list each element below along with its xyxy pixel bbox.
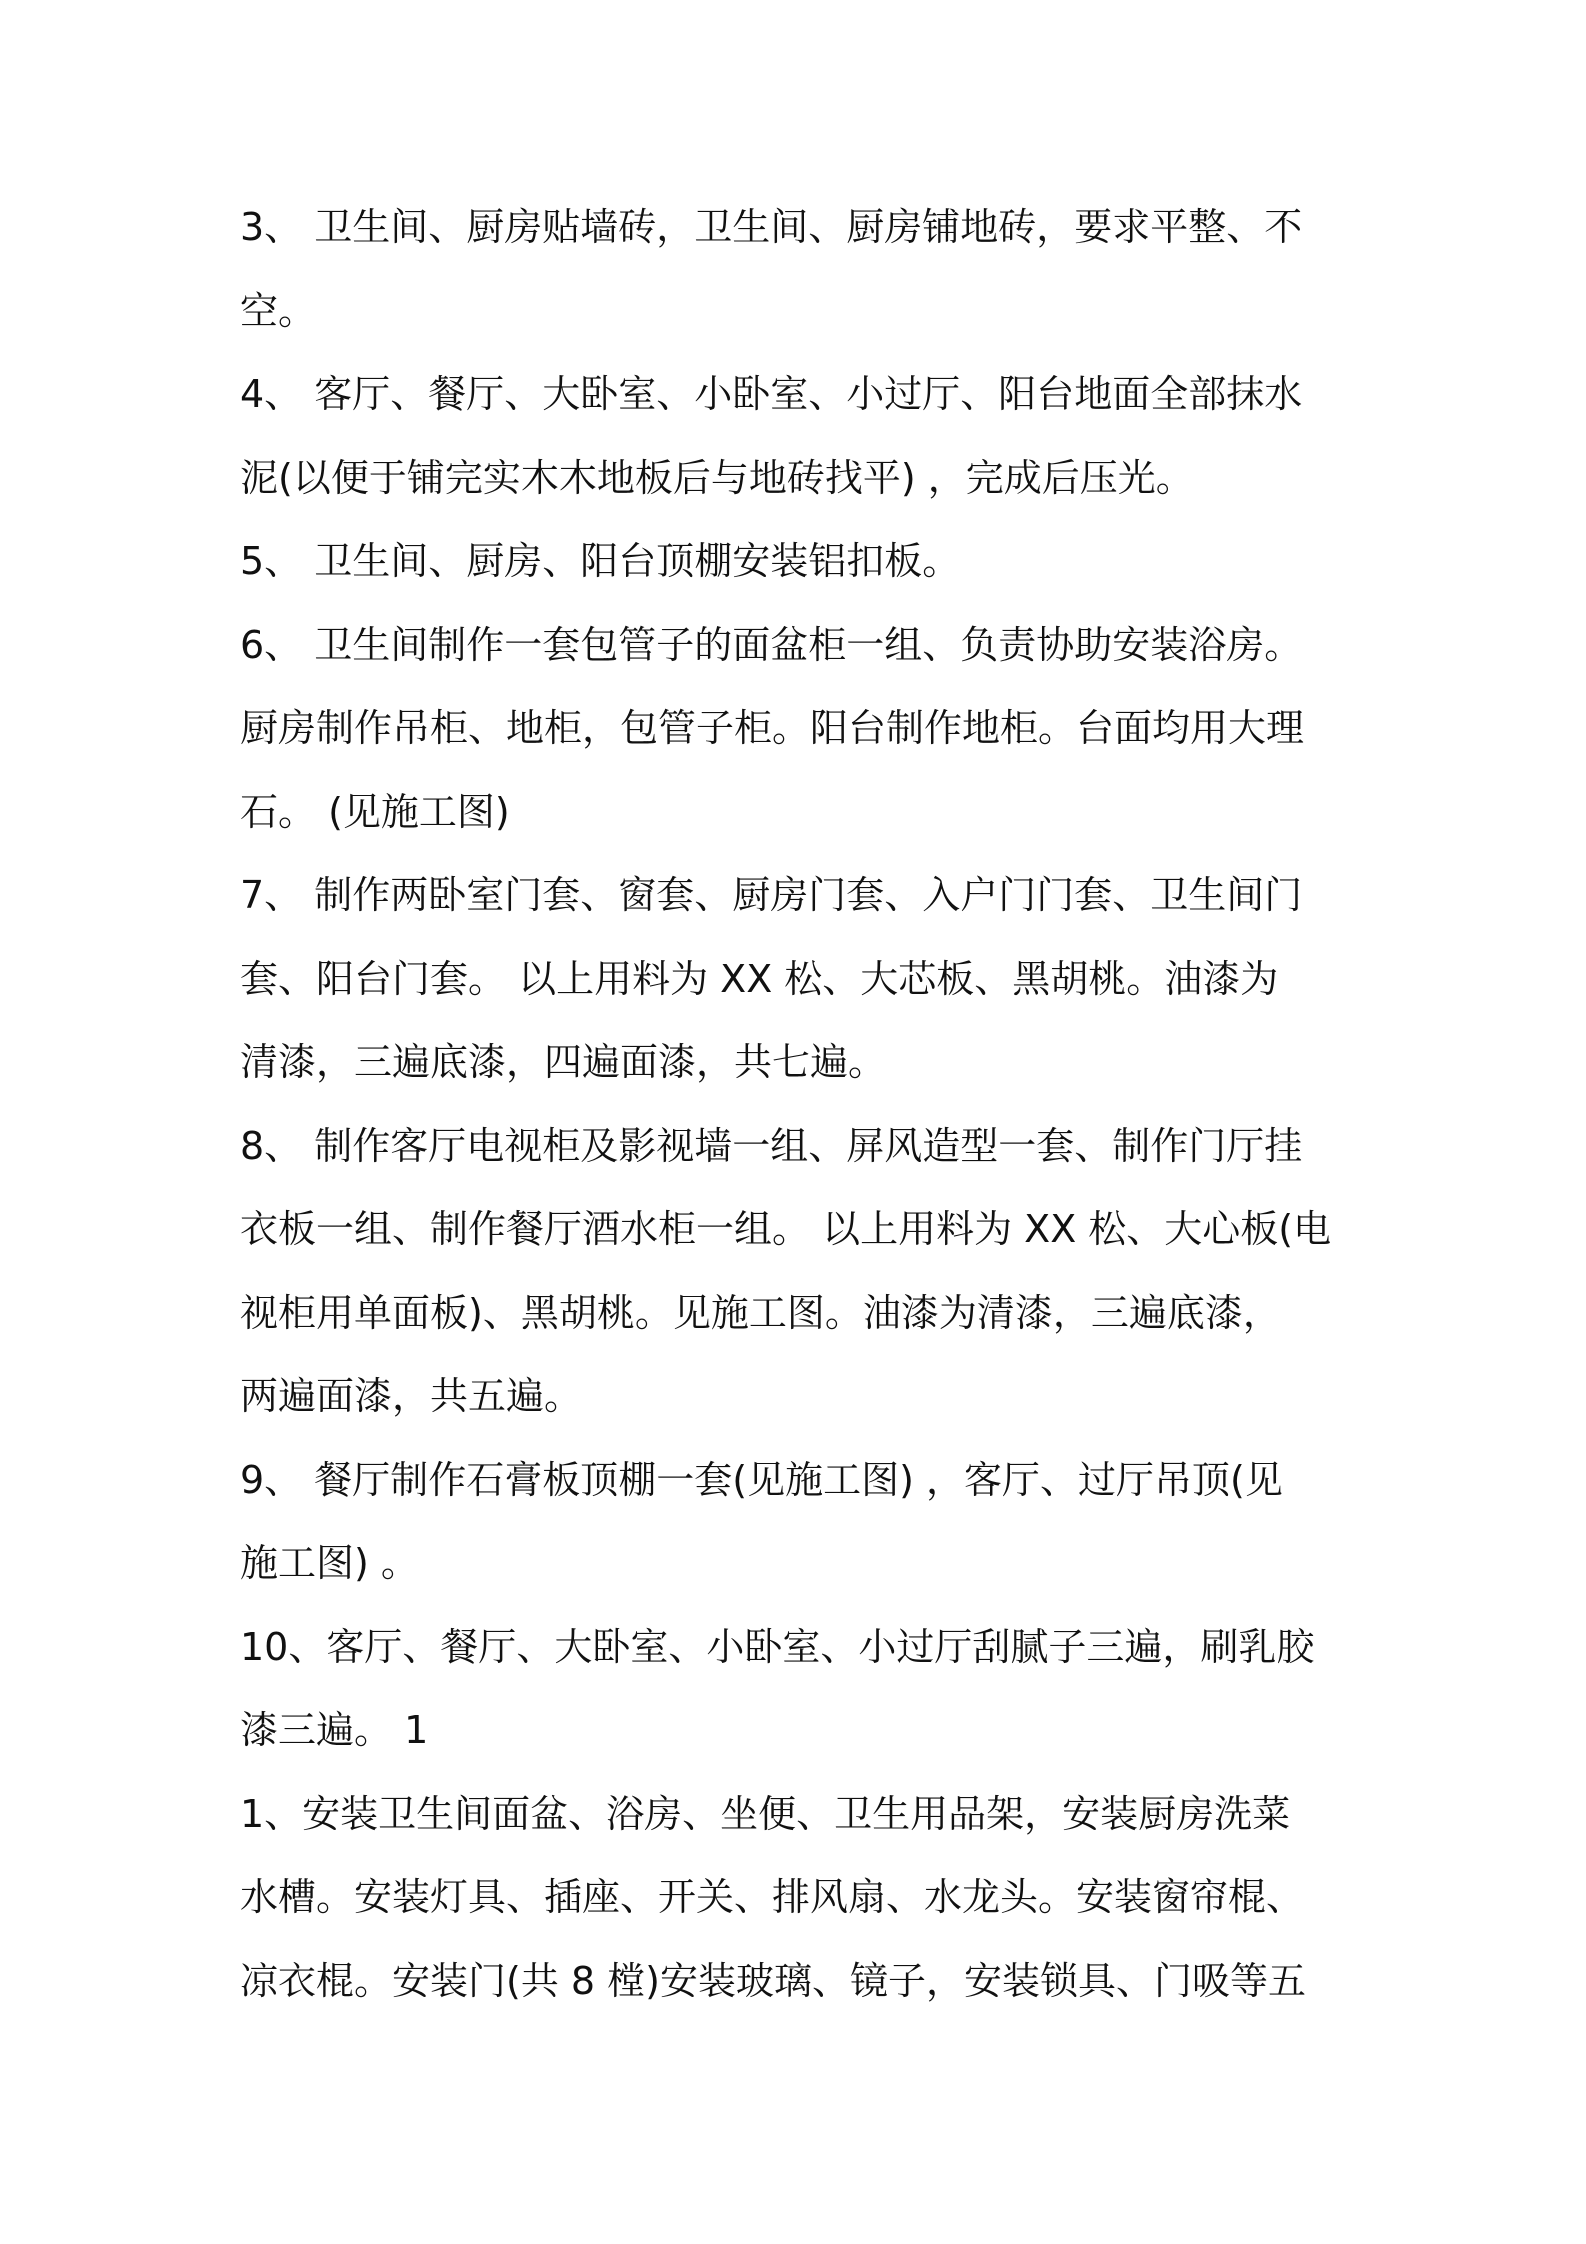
text-line-11: 清漆，三遍底漆，四遍面漆，共七遍。 (240, 1040, 887, 1084)
text-line-3: 4、 客厅、餐厅、大卧室、小卧室、小过厅、阳台地面全部抹水 (240, 372, 1303, 416)
text-line-10: 套、阳台门套。 以上用料为 XX 松、大芯板、黑胡桃。油漆为 (240, 956, 1279, 1001)
text-line-22: 凉衣棍。安装门(共 8 樘)安装玻璃、镜子，安装锁具、门吸等五 (240, 1958, 1306, 2003)
text-line-2: 空。 (240, 288, 317, 333)
text-line-6: 6、 卫生间制作一套包管子的面盆柜一组、负责协助安装浴房。 (240, 622, 1303, 667)
text-line-5: 5、 卫生间、厨房、阳台顶棚安装铝扣板。 (240, 539, 961, 583)
text-line-19: 漆三遍。 1 (240, 1708, 429, 1752)
text-line-16: 9、 餐厅制作石膏板顶棚一套(见施工图) ，客厅、过厅吊顶(见 (240, 1457, 1283, 1502)
text-line-12: 8、 制作客厅电视柜及影视墙一组、屏风造型一套、制作门厅挂 (240, 1123, 1303, 1168)
text-line-17: 施工图) 。 (240, 1541, 419, 1585)
document-body (240, 200, 1350, 2037)
text-line-21: 水槽。安装灯具、插座、开关、排风扇、水龙头。安装窗帘棍、 (240, 1875, 1305, 1919)
text-line-13: 衣板一组、制作餐厅酒水柜一组。 以上用料为 XX 松、大心板(电 (240, 1207, 1332, 1251)
text-line-1: 3、 卫生间、厨房贴墙砖，卫生间、厨房铺地砖，要求平整、不 (240, 205, 1303, 249)
text-line-9: 7、 制作两卧室门套、窗套、厨房门套、入户门门套、卫生间门 (240, 873, 1303, 917)
text-line-7: 厨房制作吊柜、地柜，包管子柜。阳台制作地柜。台面均用大理 (240, 706, 1305, 750)
text-line-20: 1、安装卫生间面盆、浴房、坐便、卫生用品架，安装厨房洗菜 (240, 1791, 1291, 1836)
text-line-18: 10、客厅、餐厅、大卧室、小卧室、小过厅刮腻子三遍，刷乳胶 (240, 1624, 1315, 1669)
text-line-8: 石。 (见施工图) (240, 789, 510, 834)
text-line-4: 泥(以便于铺完实木木地板后与地砖找平) ，完成后压光。 (240, 455, 1194, 500)
text-line-15: 两遍面漆，共五遍。 (240, 1374, 583, 1418)
text-line-14: 视柜用单面板)、黑胡桃。见施工图。油漆为清漆，三遍底漆， (240, 1290, 1281, 1335)
